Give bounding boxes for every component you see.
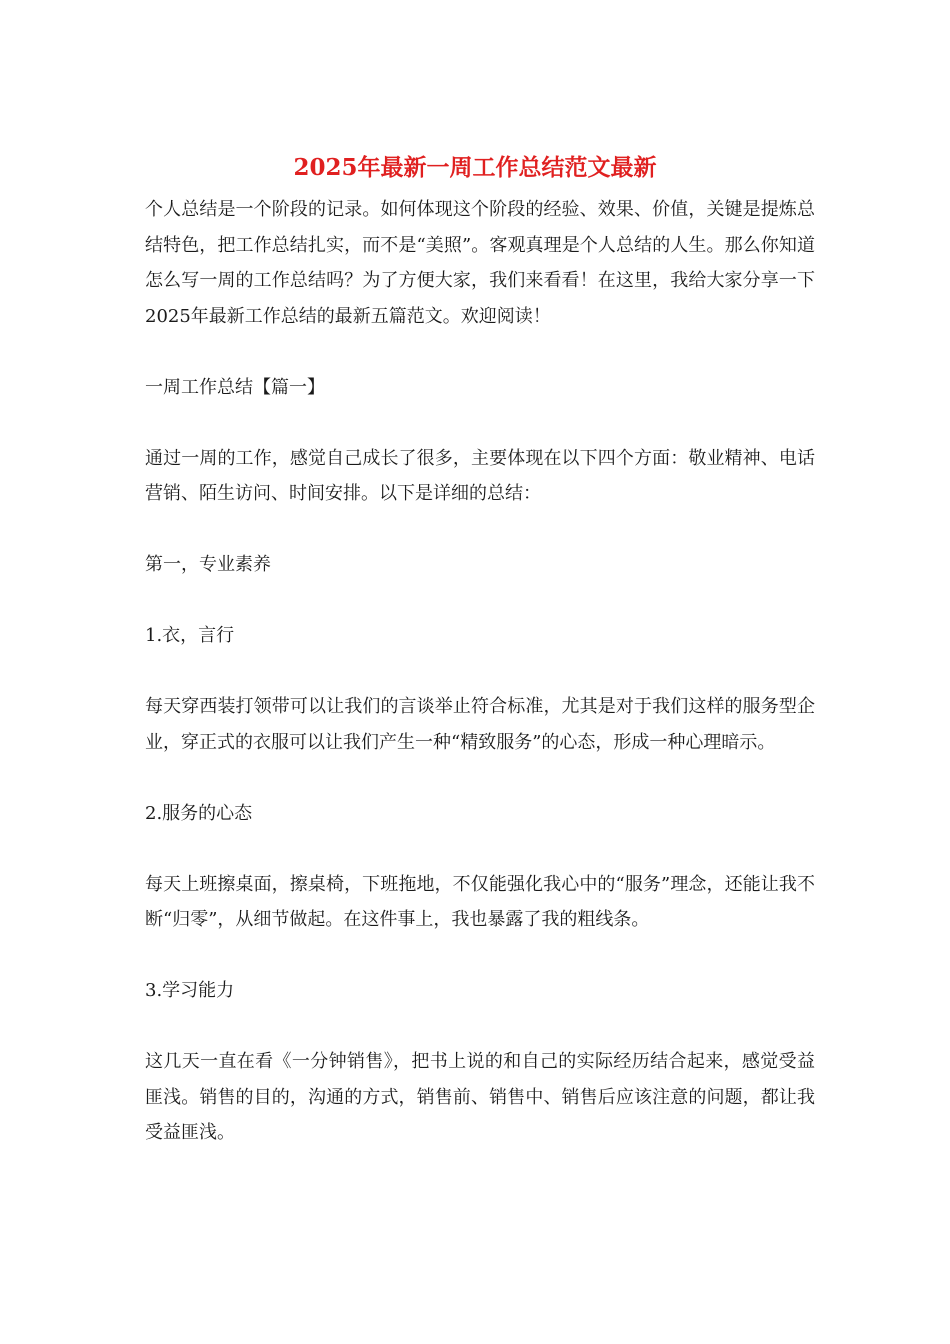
item1-body: 每天穿西装打领带可以让我们的言谈举止符合标准，尤其是对于我们这样的服务型企业，穿正式的衣服可以让我们产生一种“精致服务”的心态，形成一种心理暗示。 [145,696,815,753]
intro-paragraph: 个人总结是一个阶段的记录。如何体现这个阶段的经验、效果、价值，关键是提炼总结特色，把工作总结扎实，而不是“美照”。客观真理是个人总结的人生。那么你知道怎么写一周的工作总结吗？为了方便大家，我们来看看！在这里，我给大家分享一下2025年最新工作总结的最新五篇范文。欢迎阅读！ [145,199,815,327]
document-title: 2025年最新一周工作总结范文最新 [293,154,657,181]
item3-body: 这几天一直在看《一分钟销售》，把书上说的和自己的实际经历结合起来，感觉受益匪浅。销售的目的，沟通的方式，销售前、销售中、销售后应该注意的问题，都让我受益匪浅。 [145,1051,815,1143]
section-heading: 一周工作总结【篇一】 [145,376,325,398]
document-body [145,192,815,1151]
overview-paragraph: 通过一周的工作，感觉自己成长了很多，主要体现在以下四个方面：敬业精神、电话营销、陌生访问、时间安排。以下是详细的总结： [145,447,815,504]
item1-heading: 1.衣，言行 [145,625,235,646]
part1-heading: 第一，专业素养 [145,554,271,575]
item3-heading: 3.学习能力 [145,980,235,1001]
item2-heading: 2.服务的心态 [145,802,253,824]
item2-body: 每天上班擦桌面，擦桌椅，下班拖地，不仅能强化我心中的“服务”理念，还能让我不断“归零”，从细节做起。在这件事上，我也暴露了我的粗线条。 [145,873,815,930]
